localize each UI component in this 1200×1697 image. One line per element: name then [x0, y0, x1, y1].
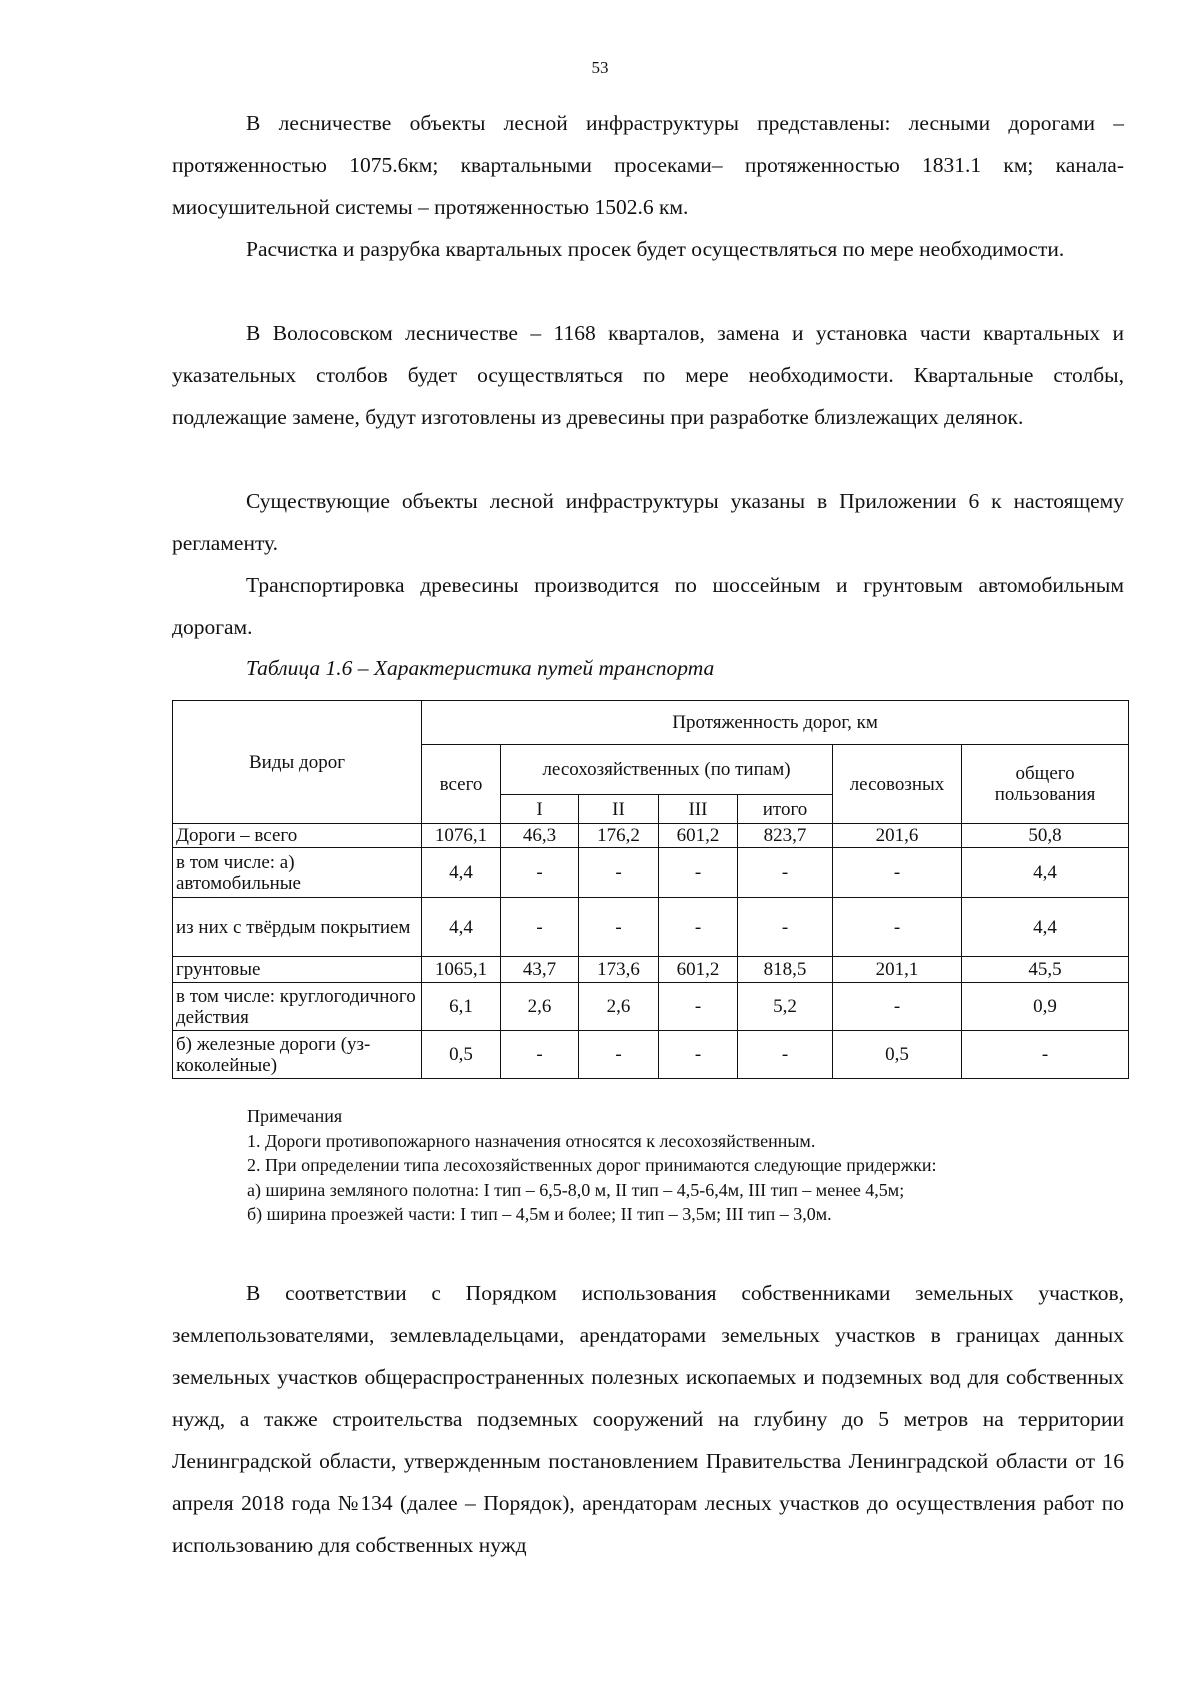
header-type-3: III [659, 795, 738, 824]
cell-type-3: - [659, 898, 738, 957]
row-label: в том числе: круглогодичного действия [173, 983, 422, 1031]
table-row [173, 824, 1129, 848]
header-type-2: II [579, 795, 659, 824]
cell-forest-haul: 0,5 [833, 1031, 962, 1079]
table-row [173, 898, 1129, 957]
cell-public: 45,5 [962, 957, 1129, 983]
paragraph-infrastructure: В лесничестве объекты лесной инфраструктуры представлены: лесными дорогами – протяженностью 1075.6км; квартальными просеками– протяженностью 1831.1 км; каналамиосушительной системы – протяженностью 1502.6 км. [172, 111, 1124, 219]
header-road-types: Виды дорог [173, 701, 422, 824]
cell-type-1: 2,6 [501, 983, 579, 1031]
cell-forest-haul: - [833, 898, 962, 957]
cell-type-2: - [579, 848, 659, 898]
cell-subtotal: 823,7 [738, 824, 833, 848]
paragraph-transport: Транспортировка древесины производится по шоссейным и грунтовым автомобильным дорогам. [172, 573, 1124, 639]
table-row [173, 1031, 1129, 1079]
row-label: в том числе: а) автомобильные [173, 848, 422, 898]
cell-public: 4,4 [962, 848, 1129, 898]
cell-type-2: 176,2 [579, 824, 659, 848]
cell-forest-haul: 201,6 [833, 824, 962, 848]
row-label: грунтовые [173, 957, 422, 983]
cell-total: 6,1 [422, 983, 501, 1031]
cell-total: 0,5 [422, 1031, 501, 1079]
cell-subtotal: - [738, 1031, 833, 1079]
cell-type-2: - [579, 1031, 659, 1079]
paragraph-procedure: В соответствии с Порядком использования собственниками земельных участков, землепользователями, землевладельцами, арендаторами земельных участков в границах данных земельных участков общераспространенных полезных ископаемых и подземных вод для собственных нужд, а также строительства подземных сооружений на глубину до 5 метров на территории Ленинградской области, утвержденным постановлением Правительства Ленинградской области от 16 апреля 2018 года №134 (далее – Порядок), арендаторам лесных участков до осуществления работ по использованию для собственных нужд [172, 1281, 1124, 1557]
cell-type-1: - [501, 898, 579, 957]
row-label: Дороги – всего [173, 824, 422, 848]
cell-type-3: - [659, 848, 738, 898]
cell-type-2: - [579, 898, 659, 957]
header-public: общего пользования [962, 745, 1129, 824]
cell-public: - [962, 1031, 1129, 1079]
cell-type-1: - [501, 1031, 579, 1079]
paragraph-existing-objects: Существующие объекты лесной инфраструктуры указаны в Приложении 6 к настоящему регламенту. [172, 489, 1124, 555]
table-caption: Таблица 1.6 – Характеристика путей транспорта [246, 656, 715, 680]
cell-type-1: - [501, 848, 579, 898]
note-item: 2. При определении типа лесохозяйственных дорог принимаются следующие придержки: [247, 1155, 937, 1175]
cell-type-2: 2,6 [579, 983, 659, 1031]
table-row [173, 983, 1129, 1031]
header-total: всего [422, 745, 501, 824]
cell-forest-haul: 201,1 [833, 957, 962, 983]
notes-title: Примечания [247, 1106, 343, 1126]
row-label: из них с твёрдым покрытием [173, 898, 422, 957]
cell-type-1: 43,7 [501, 957, 579, 983]
cell-total: 4,4 [422, 848, 501, 898]
cell-type-3: - [659, 983, 738, 1031]
roads-table [172, 700, 1129, 1079]
cell-subtotal: 818,5 [738, 957, 833, 983]
cell-public: 4,4 [962, 898, 1129, 957]
header-forestry: лесохозяйственных (по типам) [501, 745, 833, 795]
note-item: а) ширина земляного полотна: I тип – 6,5-8,0 м, II тип – 4,5-6,4м, III тип – менее 4,5м; [247, 1179, 905, 1200]
cell-forest-haul: - [833, 983, 962, 1031]
cell-total: 4,4 [422, 898, 501, 957]
header-subtotal: итого [738, 795, 833, 824]
paragraph-quarter-posts: В Волосовском лесничестве – 1168 кварталов, замена и установка части квартальных и указательных столбов будет осуществляться по мере необходимости. Квартальные столбы, подлежащие замене, будут изготовлены из древесины при разработке близлежащих делянок. [172, 321, 1124, 429]
note-item: 1. Дороги противопожарного назначения относятся к лесохозяйственным. [247, 1130, 816, 1151]
table-row [173, 957, 1129, 983]
cell-public: 50,8 [962, 824, 1129, 848]
cell-type-3: 601,2 [659, 957, 738, 983]
row-label: б) железные дороги (узкоколейные) [173, 1031, 422, 1079]
cell-forest-haul: - [833, 848, 962, 898]
cell-type-1: 46,3 [501, 824, 579, 848]
cell-type-2: 173,6 [579, 957, 659, 983]
cell-type-3: 601,2 [659, 824, 738, 848]
header-length: Протяженность дорог, км [422, 701, 1129, 745]
cell-total: 1076,1 [422, 824, 501, 848]
cell-total: 1065,1 [422, 957, 501, 983]
cell-public: 0,9 [962, 983, 1129, 1031]
header-forest-haul: лесовозных [833, 745, 962, 824]
cell-subtotal: 5,2 [738, 983, 833, 1031]
page-number: 53 [591, 58, 609, 77]
paragraph-clearing: Расчистка и разрубка квартальных просек будет осуществляться по мере необходимости. [246, 237, 1065, 261]
cell-subtotal: - [738, 848, 833, 898]
note-item: б) ширина проезжей части: I тип – 4,5м и более; II тип – 3,5м; III тип – 3,0м. [247, 1204, 832, 1224]
cell-subtotal: - [738, 898, 833, 957]
table-row [173, 848, 1129, 898]
header-type-1: I [501, 795, 579, 824]
table-notes [247, 1104, 936, 1227]
cell-type-3: - [659, 1031, 738, 1079]
